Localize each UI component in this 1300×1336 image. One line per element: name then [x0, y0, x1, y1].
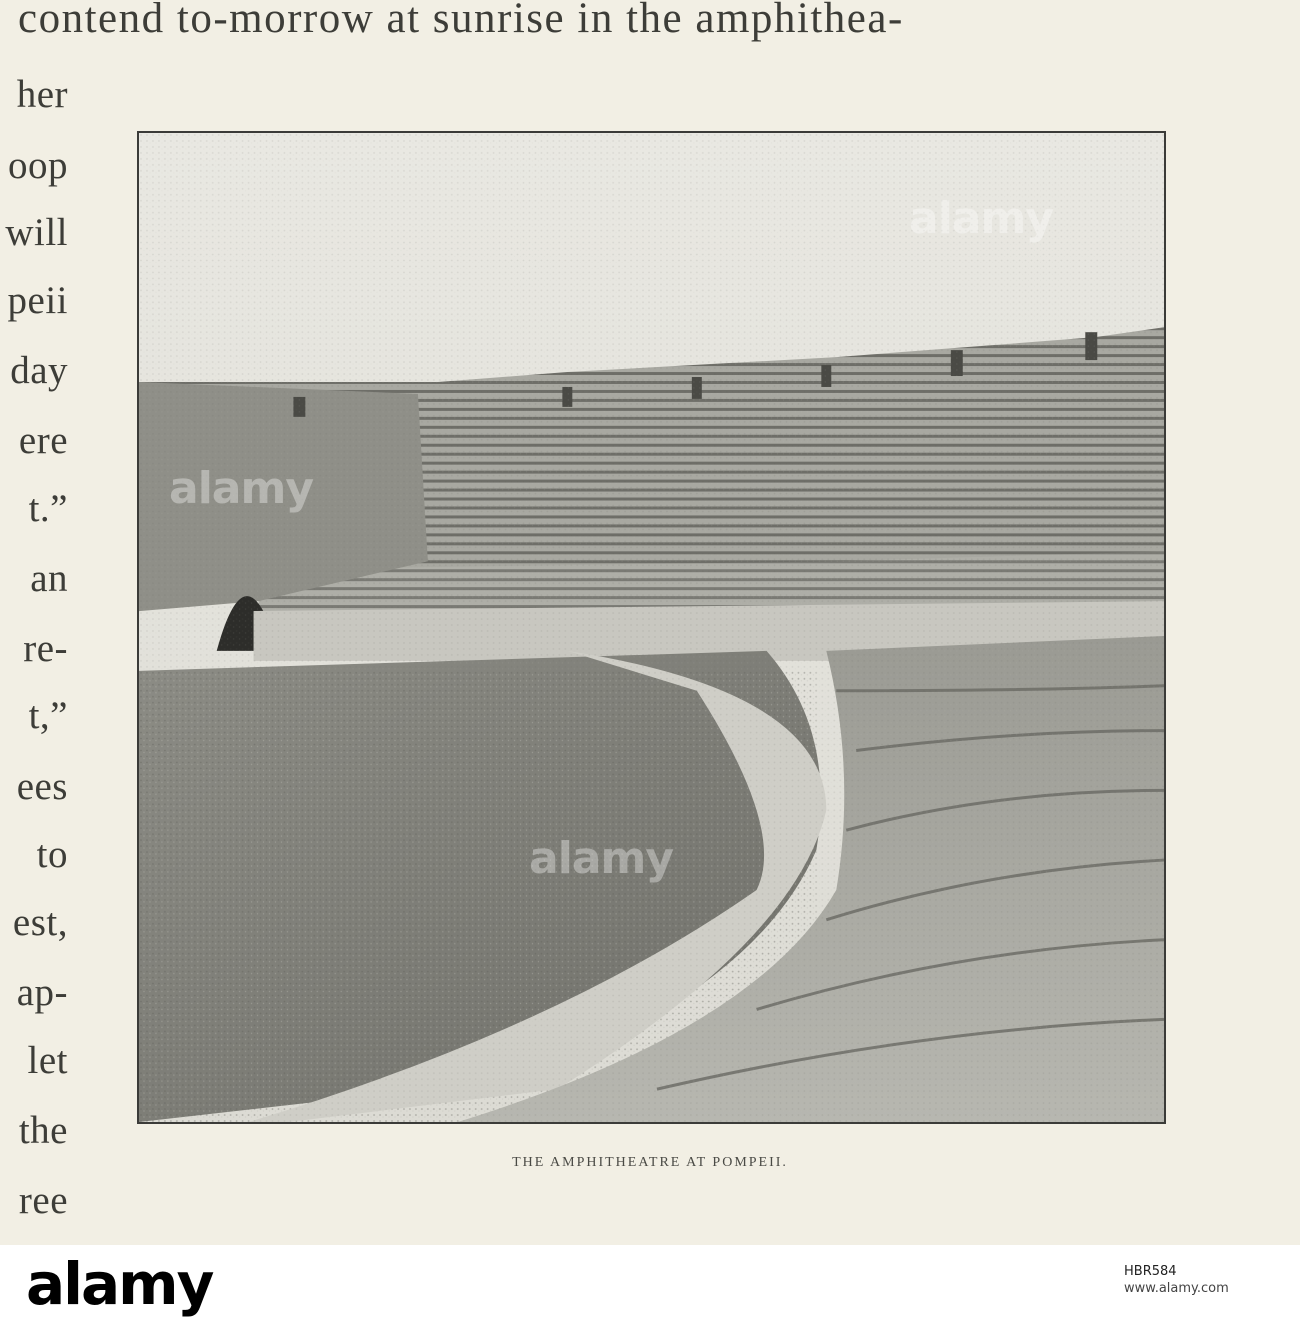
text-fragment: will	[5, 211, 68, 254]
amphitheatre-photograph	[137, 131, 1166, 1124]
text-fragment: the	[18, 1109, 68, 1152]
text-fragment: oop	[8, 144, 68, 187]
text-fragment: an	[30, 557, 68, 600]
body-text-top-line: contend to-morrow at sunrise in the amphithea-	[18, 0, 904, 42]
stock-info	[1124, 1263, 1274, 1297]
text-fragment: let	[27, 1039, 68, 1082]
text-fragment: ere	[18, 419, 68, 462]
watermark-text: alamy	[909, 193, 1053, 244]
site-url: www.alamy.com	[1124, 1281, 1229, 1296]
watermark-text: alamy	[529, 833, 673, 884]
watermark-text: alamy	[169, 463, 313, 514]
text-fragment: peii	[7, 279, 68, 322]
text-fragment: t,”	[28, 694, 68, 737]
alamy-logo: alamy	[26, 1250, 213, 1318]
text-fragment: day	[10, 349, 68, 392]
text-fragment: t.”	[28, 487, 68, 530]
text-fragment: ap-	[16, 971, 68, 1014]
text-fragment: re-	[23, 627, 68, 670]
image-id: HBR584	[1124, 1264, 1177, 1279]
text-fragment: to	[36, 833, 68, 876]
figure-caption: THE AMPHITHEATRE AT POMPEII.	[512, 1155, 788, 1170]
text-fragment: ees	[16, 765, 68, 808]
text-fragment: est,	[12, 901, 68, 944]
amphitheatre-illustration	[139, 133, 1164, 1122]
text-fragment: her	[16, 73, 68, 116]
text-fragment: ree	[18, 1179, 68, 1222]
